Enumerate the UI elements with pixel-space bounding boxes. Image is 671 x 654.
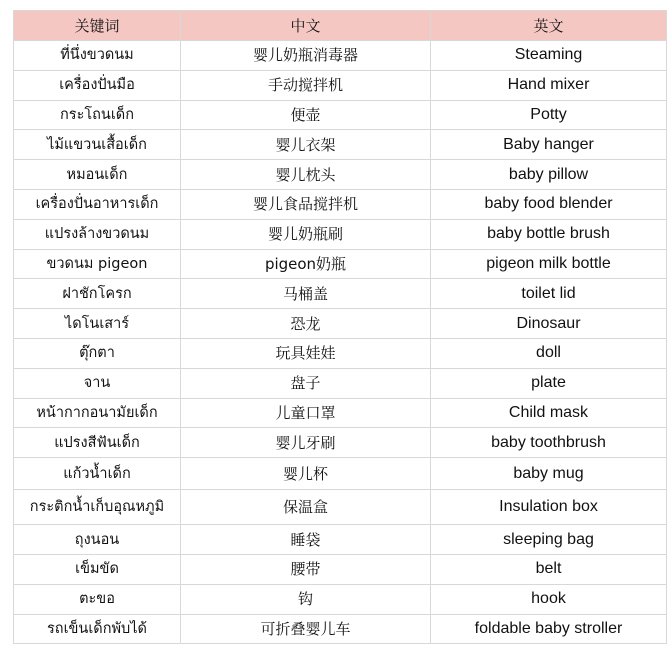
cell-english: Child mask	[431, 398, 667, 428]
cell-chinese: 腰带	[181, 554, 431, 584]
table-row	[14, 160, 667, 190]
cell-chinese: 便壶	[181, 100, 431, 130]
cell-english: Dinosaur	[431, 309, 667, 339]
table-row	[14, 368, 667, 398]
cell-thai-keyword: หมอนเด็ก	[14, 160, 181, 190]
cell-thai-keyword: ไม้แขวนเสื้อเด็ก	[14, 130, 181, 160]
cell-chinese: 盘子	[181, 368, 431, 398]
cell-chinese: 婴儿奶瓶消毒器	[181, 41, 431, 71]
table-row	[14, 41, 667, 71]
cell-chinese: 手动搅拌机	[181, 70, 431, 100]
header-chinese: 中文	[181, 11, 431, 41]
table-row	[14, 309, 667, 339]
cell-thai-keyword: กระโถนเด็ก	[14, 100, 181, 130]
table-header	[14, 11, 667, 41]
table-row	[14, 130, 667, 160]
table-row	[14, 249, 667, 279]
cell-english: belt	[431, 554, 667, 584]
cell-thai-keyword: ไดโนเสาร์	[14, 309, 181, 339]
table-body	[14, 41, 667, 644]
table-row	[14, 189, 667, 219]
table-row	[14, 428, 667, 458]
cell-english: baby mug	[431, 458, 667, 490]
cell-english: baby pillow	[431, 160, 667, 190]
cell-chinese: 可折叠婴儿车	[181, 614, 431, 644]
cell-thai-keyword: ขวดนม pigeon	[14, 249, 181, 279]
cell-thai-keyword: ตะขอ	[14, 584, 181, 614]
cell-thai-keyword: แปรงล้างขวดนม	[14, 219, 181, 249]
table-row	[14, 614, 667, 644]
cell-chinese: 婴儿奶瓶刷	[181, 219, 431, 249]
cell-english: hook	[431, 584, 667, 614]
header-english: 英文	[431, 11, 667, 41]
cell-chinese: 玩具娃娃	[181, 338, 431, 368]
cell-chinese: 儿童口罩	[181, 398, 431, 428]
cell-thai-keyword: ที่นึ่งขวดนม	[14, 41, 181, 71]
cell-chinese: 婴儿杯	[181, 458, 431, 490]
cell-english: Baby hanger	[431, 130, 667, 160]
table-row	[14, 554, 667, 584]
table-row	[14, 458, 667, 490]
cell-english: baby toothbrush	[431, 428, 667, 458]
cell-english: toilet lid	[431, 279, 667, 309]
cell-english: Hand mixer	[431, 70, 667, 100]
table-row	[14, 525, 667, 555]
cell-english: plate	[431, 368, 667, 398]
header-row	[14, 11, 667, 41]
cell-chinese: 恐龙	[181, 309, 431, 339]
cell-chinese: 睡袋	[181, 525, 431, 555]
cell-thai-keyword: รถเข็นเด็กพับได้	[14, 614, 181, 644]
cell-chinese: 马桶盖	[181, 279, 431, 309]
cell-chinese: 婴儿衣架	[181, 130, 431, 160]
cell-english: pigeon milk bottle	[431, 249, 667, 279]
cell-english: baby bottle brush	[431, 219, 667, 249]
cell-thai-keyword: หน้ากากอนามัยเด็ก	[14, 398, 181, 428]
cell-thai-keyword: เข็มขัด	[14, 554, 181, 584]
cell-thai-keyword: ฝาชักโครก	[14, 279, 181, 309]
vocabulary-table	[13, 10, 667, 644]
cell-english: foldable baby stroller	[431, 614, 667, 644]
cell-chinese: pigeon奶瓶	[181, 249, 431, 279]
cell-chinese: 婴儿枕头	[181, 160, 431, 190]
table-row	[14, 279, 667, 309]
cell-thai-keyword: ตุ๊กตา	[14, 338, 181, 368]
table-row	[14, 70, 667, 100]
table-row	[14, 338, 667, 368]
table-row	[14, 490, 667, 525]
cell-chinese: 婴儿牙刷	[181, 428, 431, 458]
cell-english: baby food blender	[431, 189, 667, 219]
cell-chinese: 钩	[181, 584, 431, 614]
cell-english: Potty	[431, 100, 667, 130]
table-row	[14, 584, 667, 614]
cell-chinese: 婴儿食品搅拌机	[181, 189, 431, 219]
cell-thai-keyword: เครื่องปั่นอาหารเด็ก	[14, 189, 181, 219]
cell-thai-keyword: แปรงสีฟันเด็ก	[14, 428, 181, 458]
cell-thai-keyword: ถุงนอน	[14, 525, 181, 555]
cell-thai-keyword: กระติกน้ำเก็บอุณหภูมิ	[14, 490, 181, 525]
header-keyword: 关键词	[14, 11, 181, 41]
cell-thai-keyword: แก้วน้ำเด็ก	[14, 458, 181, 490]
table-row	[14, 219, 667, 249]
cell-english: doll	[431, 338, 667, 368]
cell-english: sleeping bag	[431, 525, 667, 555]
cell-thai-keyword: เครื่องปั่นมือ	[14, 70, 181, 100]
table-row	[14, 398, 667, 428]
vocabulary-table-container	[13, 10, 666, 644]
table-row	[14, 100, 667, 130]
cell-thai-keyword: จาน	[14, 368, 181, 398]
cell-chinese: 保温盒	[181, 490, 431, 525]
cell-english: Insulation box	[431, 490, 667, 525]
cell-english: Steaming	[431, 41, 667, 71]
